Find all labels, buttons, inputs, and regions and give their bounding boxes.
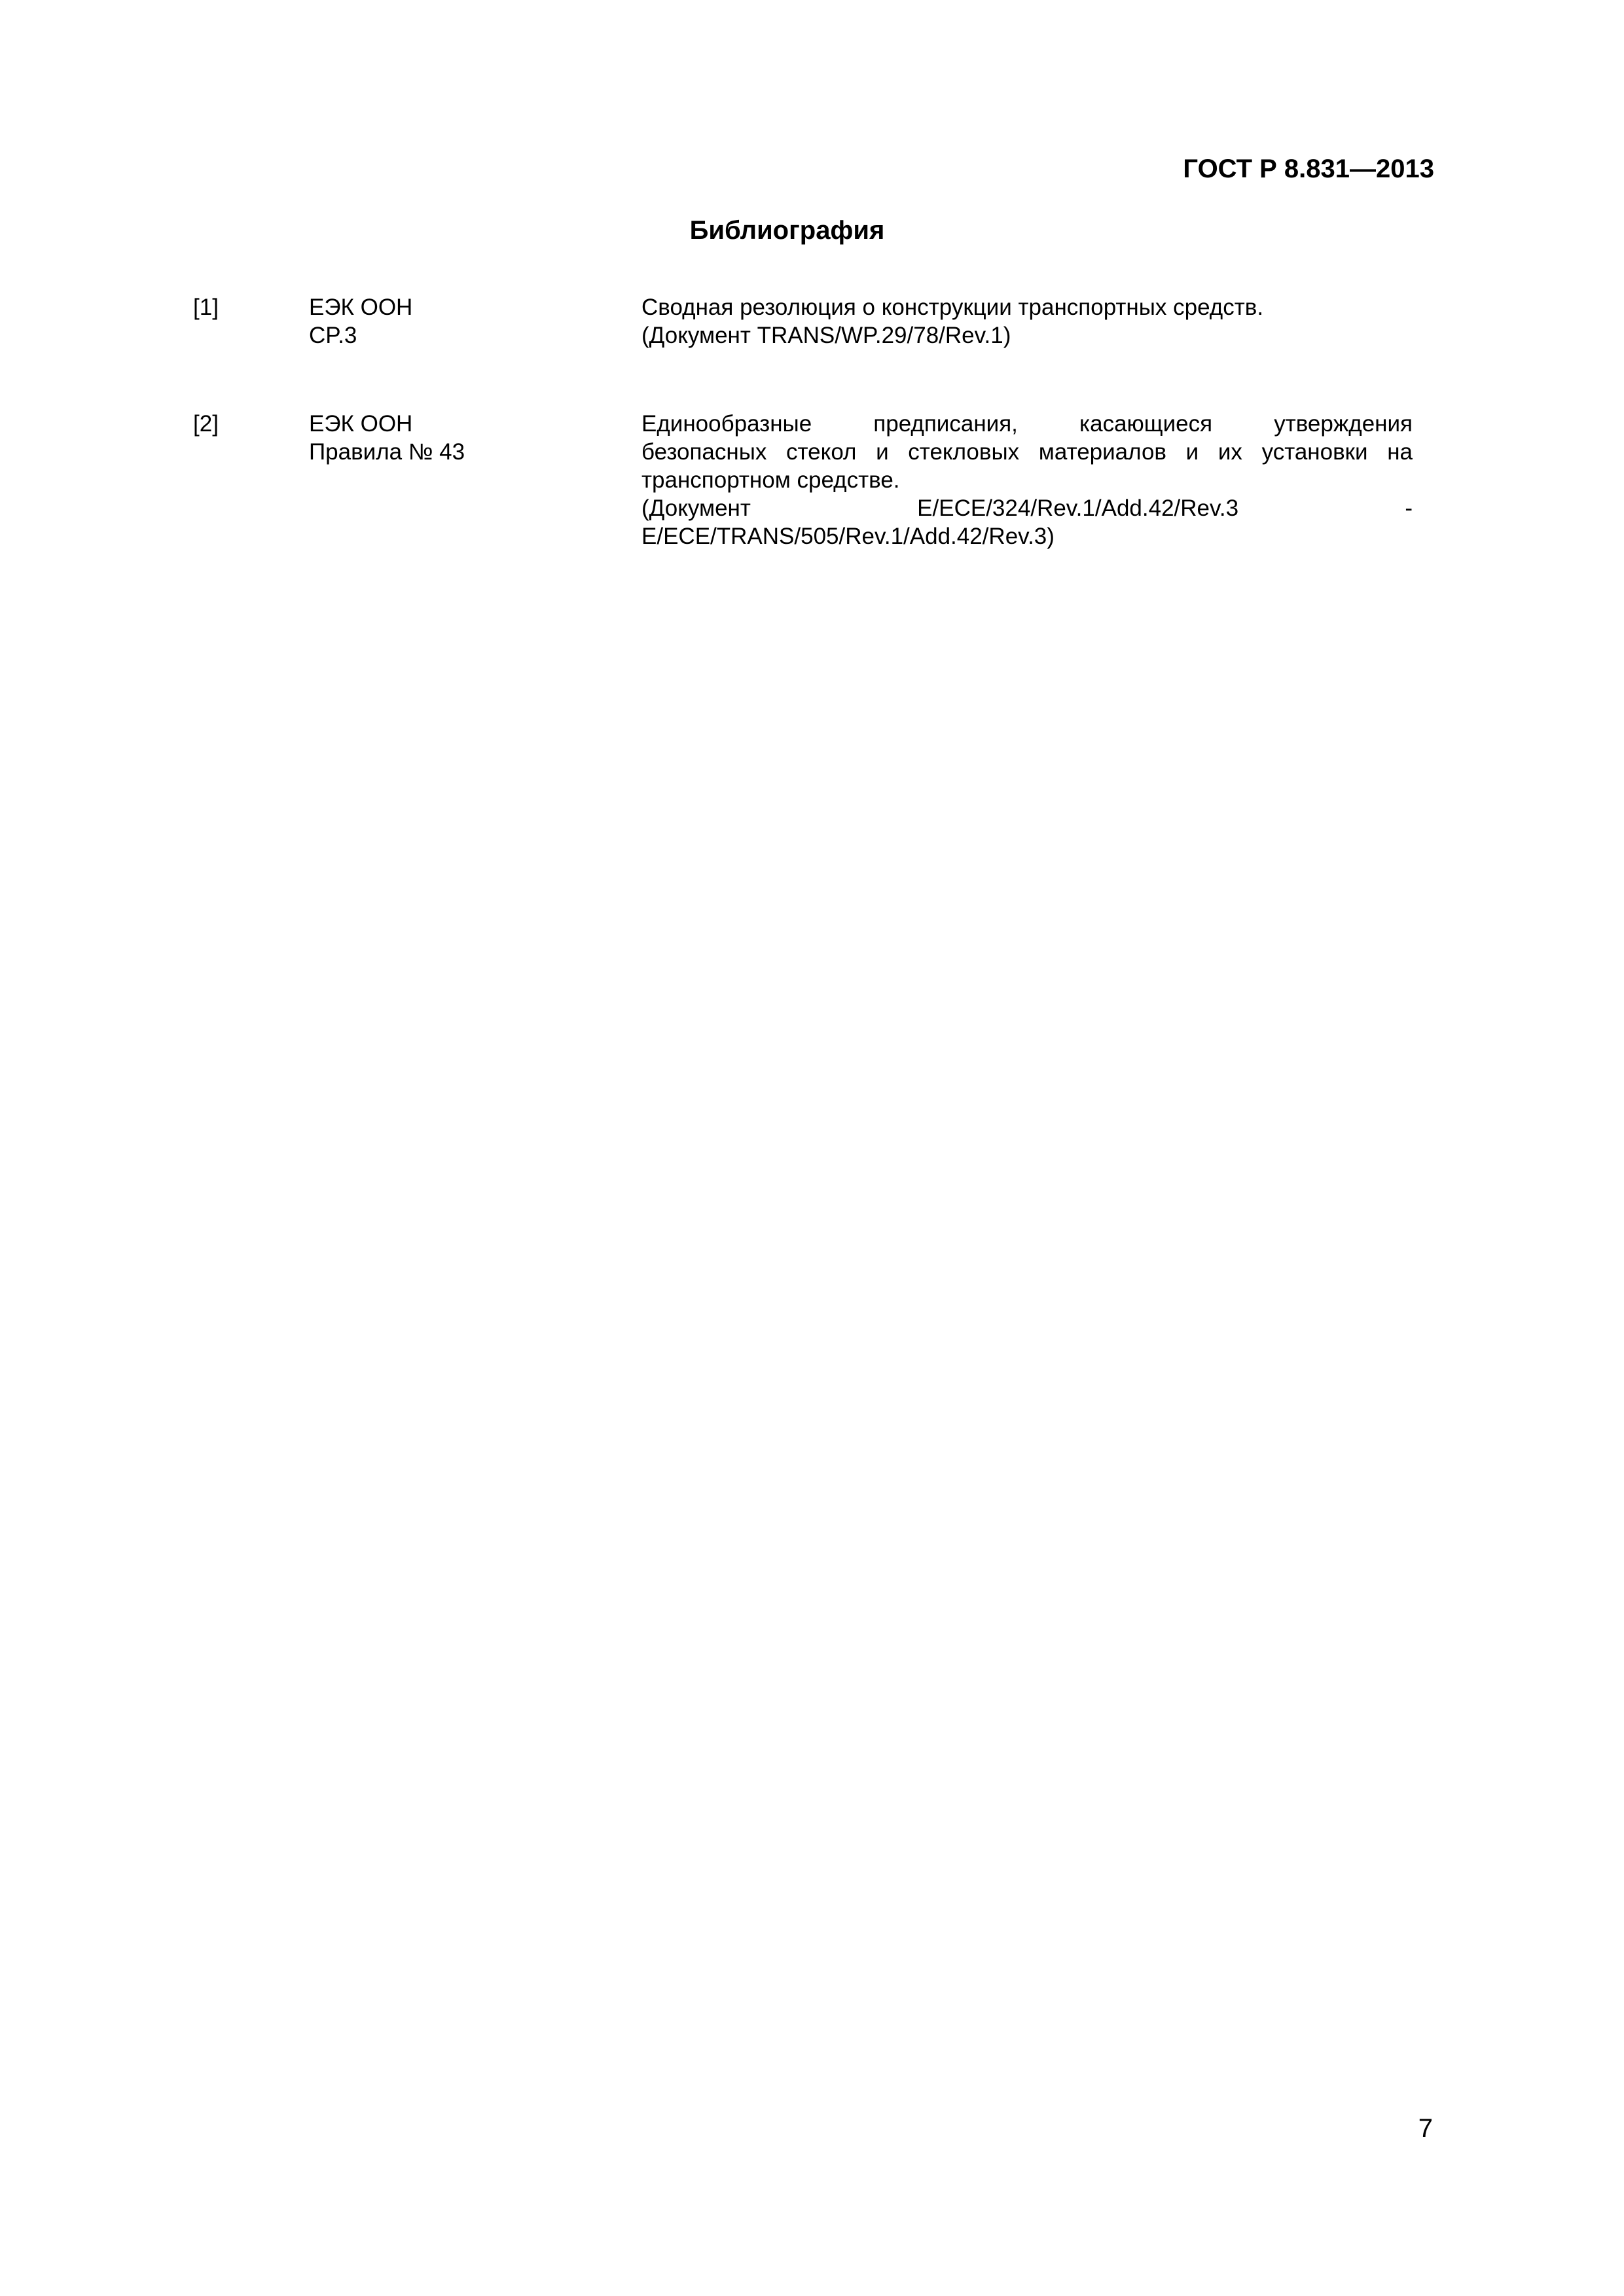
organization-line: ЕЭК ООН — [309, 295, 413, 320]
entry-organization — [309, 410, 623, 466]
description-line: Сводная резолюция о конструкции транспортных средств. — [641, 295, 1264, 320]
bibliography-list — [0, 293, 1624, 550]
description-line: безопасных стекол и стекловых материалов и их установки на — [641, 439, 1413, 465]
entry-number: [1] — [193, 295, 219, 320]
description-line: (Документ TRANS/WP.29/78/Rev.1) — [641, 323, 1011, 348]
entry-organization — [309, 293, 623, 350]
section-title: Библиография — [689, 216, 885, 245]
entry-description — [641, 293, 1413, 350]
organization-line: CP.3 — [309, 323, 357, 348]
organization-line: ЕЭК ООН — [309, 411, 413, 437]
entry-number: [2] — [193, 411, 219, 437]
description-line: E/ECE/TRANS/505/Rev.1/Add.42/Rev.3) — [641, 524, 1055, 549]
bibliography-entry — [0, 293, 1624, 350]
organization-line: Правила № 43 — [309, 439, 465, 465]
description-line: транспортном средстве. — [641, 467, 900, 493]
description-line: Единообразные предписания, касающиеся утверждения — [641, 411, 1413, 437]
page-number: 7 — [1418, 2114, 1433, 2143]
entry-description — [641, 410, 1413, 550]
document-code: ГОСТ Р 8.831—2013 — [1183, 154, 1434, 183]
bibliography-entry — [0, 410, 1624, 550]
description-line: (Документ E/ECE/324/Rev.1/Add.42/Rev.3 - — [641, 495, 1413, 521]
